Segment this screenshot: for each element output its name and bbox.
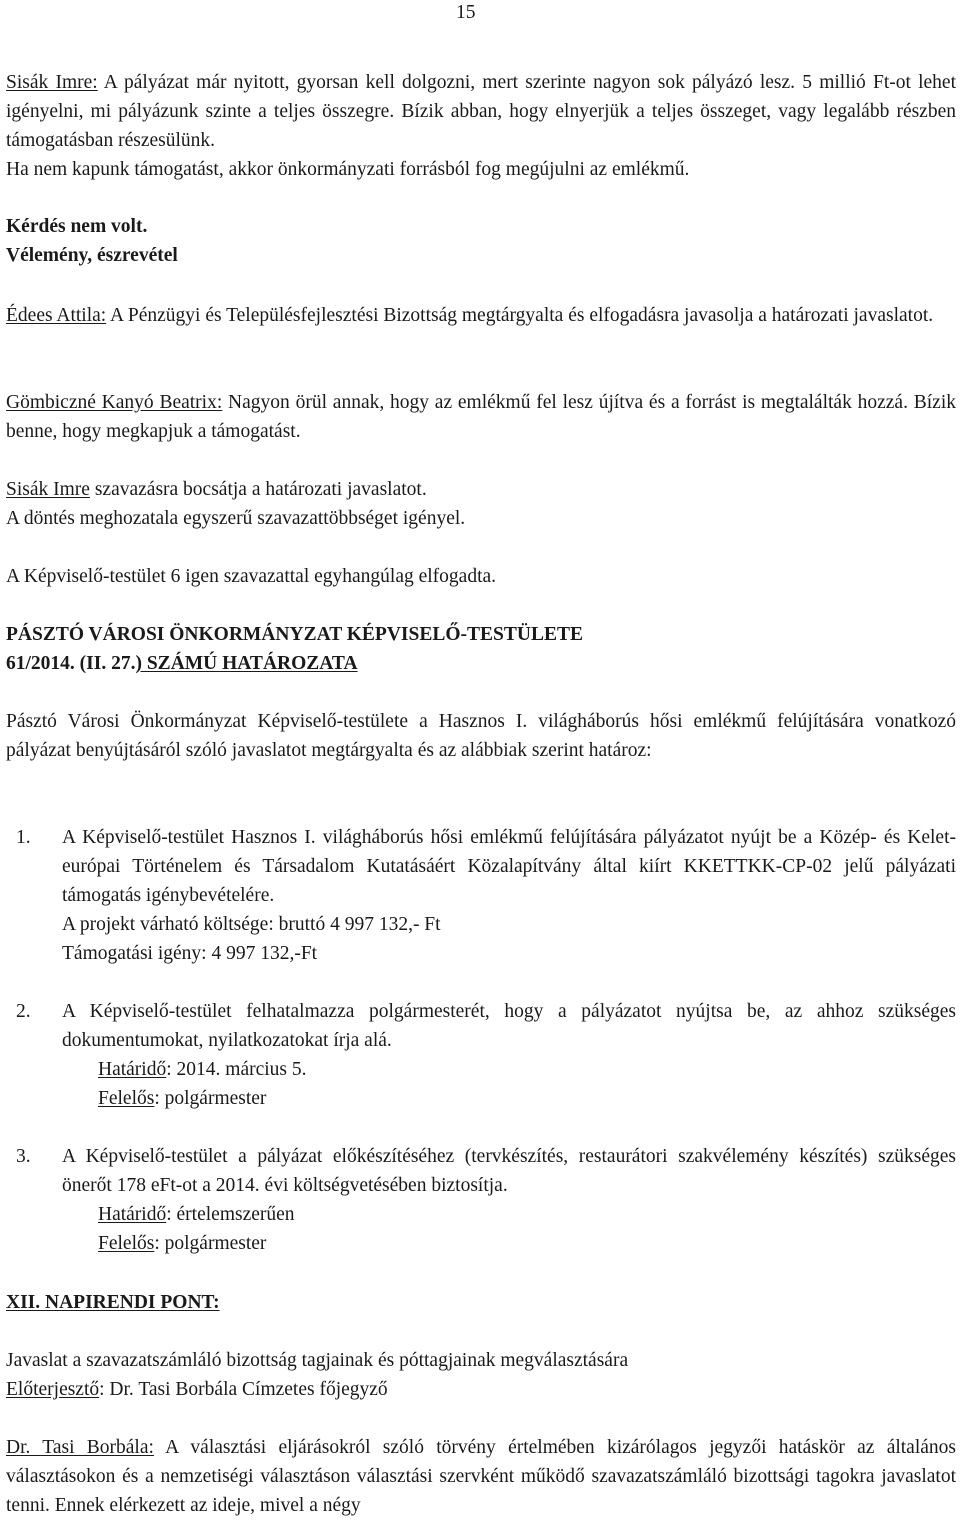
item-text: A Képviselő-testület a pályázat előkészítéséhez (tervkészítés, restaurátori szakvélemény készítés) szükséges önerőt 178 eFt-ot a 2014. évi költségvetésében biztosítja. <box>62 1146 956 1196</box>
paragraph-gombiczne <box>6 388 956 446</box>
agenda-block <box>6 1346 956 1404</box>
heading-question: Kérdés nem volt. <box>6 216 148 237</box>
paragraph-text: A választási eljárásokról szóló törvény értelmében kizárólagos jegyzői hatáskör az általános választásokon és a nemzetiségi választáson választási szervként működő szavazatszámláló bizottsági tagokra javaslatot tenni. Ennek elérkezett az ideje, mivel a négy <box>6 1437 957 1516</box>
agenda-title: Javaslat a szavazatszámláló bizottság tagjainak és póttagjainak megválasztására <box>6 1350 629 1371</box>
resolution-intro: Pásztó Városi Önkormányzat Képviselő-testülete a Hasznos I. világháborús hősi emlékmű felújítására vonatkozó pályázat benyújtásáról szóló javaslatot megtárgyalta és az alábbiak szerint határoz: <box>6 711 956 761</box>
heading-opinion: Vélemény, észrevétel <box>6 245 178 266</box>
speaker-name: Édees Attila: <box>6 305 107 326</box>
paragraph-tasi <box>6 1433 956 1520</box>
responsible-line: Felelős: polgármester <box>98 1233 267 1254</box>
deadline-line: Határidő: értelemszerűen <box>98 1204 295 1225</box>
resolution-item-3 <box>6 1142 956 1258</box>
item-cost: A projekt várható költsége: bruttó 4 997 132,- Ft <box>62 914 441 935</box>
speaker-name: Sisák Imre: <box>6 72 98 93</box>
paragraph-sisak-2 <box>6 475 956 533</box>
speaker-name: Dr. Tasi Borbála: <box>6 1437 154 1458</box>
paragraph-text: Nagyon örül annak, hogy az emlékmű fel lesz újítva és a forrást is megtalálták hozzá. Bízik benne, hogy megkapjuk a támogatást. <box>6 392 956 442</box>
speaker-name: Sisák Imre <box>6 479 90 500</box>
item-number: 1. <box>16 827 31 848</box>
resolution-item-1 <box>6 823 956 968</box>
agenda-heading: XII. NAPIRENDI PONT: <box>6 1292 220 1313</box>
paragraph-text: szavazásra bocsátja a határozati javaslatot. <box>89 479 427 500</box>
paragraph-text: A döntés meghozatala egyszerű szavazattöbbséget igényel. <box>6 508 466 529</box>
presenter-label: Előterjesztő <box>6 1379 100 1400</box>
resolution-title: PÁSZTÓ VÁROSI ÖNKORMÁNYZAT KÉPVISELŐ-TESTÜLETE 61/2014. (II. 27.) SZÁMÚ HATÁROZATA <box>6 624 584 674</box>
vote-result: A Képviselő-testület 6 igen szavazattal egyhangúlag elfogadta. <box>6 566 497 587</box>
paragraph-text: Ha nem kapunk támogatást, akkor önkormányzati forrásból fog megújulni az emlékmű. <box>6 159 690 180</box>
item-number: 3. <box>16 1146 31 1167</box>
item-text: A Képviselő-testület felhatalmazza polgármesterét, hogy a pályázatot nyújtsa be, az ahhoz szükséges dokumentumokat, nyilatkozatokat írja alá. <box>62 1001 956 1051</box>
resolution-title-underlined: ) SZÁMÚ HATÁROZATA <box>135 653 358 674</box>
presenter-value: : Dr. Tasi Borbála Címzetes főjegyző <box>99 1379 388 1400</box>
paragraph-text: A Pénzügyi és Településfejlesztési Bizottság megtárgyalta és elfogadásra javasolja a határozati javaslatot. <box>106 305 934 326</box>
paragraph-text: A pályázat már nyitott, gyorsan kell dolgozni, mert szerinte nagyon sok pályázó lesz. 5 millió Ft-ot lehet igényelni, mi pályázunk szinte a teljes összegre. Bízik abban, hogy elnyerjük a teljes összeget, vagy legalább részben támogatásban részesülünk. <box>6 72 957 151</box>
resolution-item-2 <box>6 997 956 1113</box>
page-number: 15 <box>456 2 476 23</box>
paragraph-edees <box>6 301 956 330</box>
item-text: A Képviselő-testület Hasznos I. világháborús hősi emlékmű felújítására pályázatot nyújt be a Közép- és Kelet-európai Történelem és Társadalom Kutatásáért Közalapítvány által kiírt KKETTKK-CP-02 jelű pályázati támogatás igénybevételére. <box>62 827 956 906</box>
paragraph-sisak-1 <box>6 68 956 184</box>
deadline-line: Határidő: 2014. március 5. <box>98 1059 307 1080</box>
speaker-name: Gömbiczné Kanyó Beatrix: <box>6 392 223 413</box>
item-support: Támogatási igény: 4 997 132,-Ft <box>62 943 318 964</box>
item-number: 2. <box>16 1001 31 1022</box>
responsible-line: Felelős: polgármester <box>98 1088 267 1109</box>
